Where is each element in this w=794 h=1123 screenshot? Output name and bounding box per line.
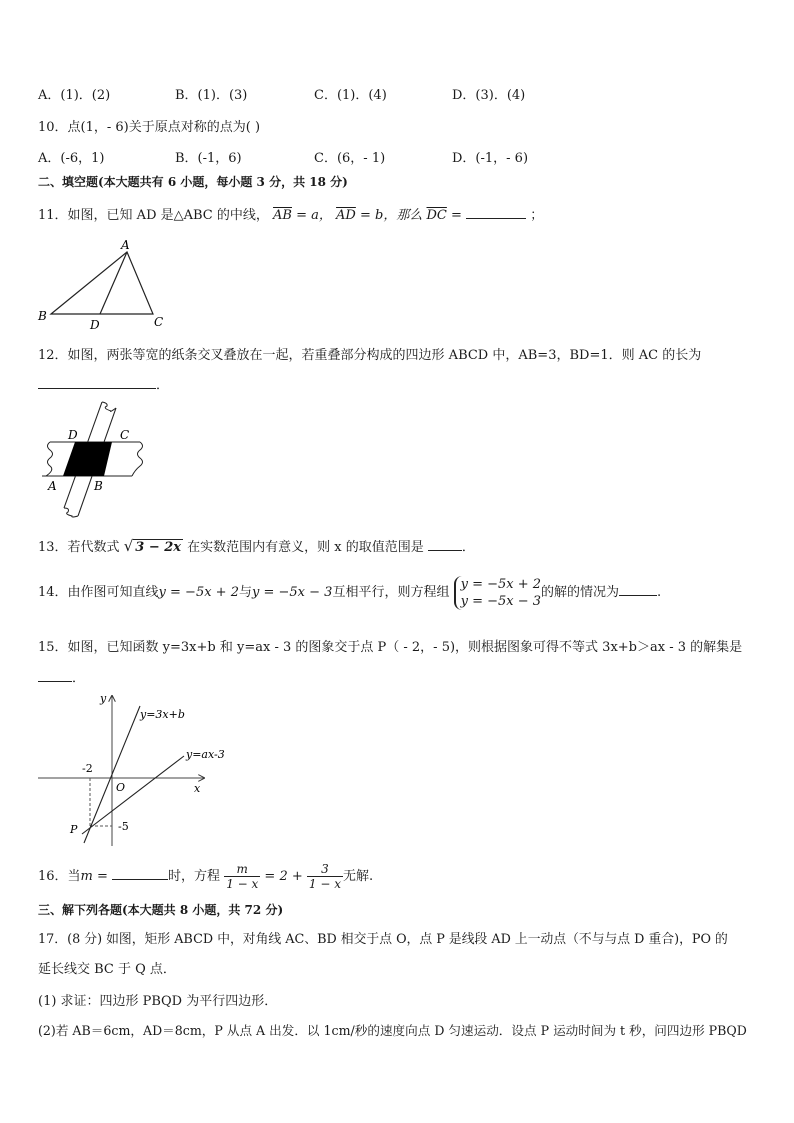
q9-option-a: A．(1)．(2)	[38, 88, 111, 103]
q13-radicand: 3 − 2x	[135, 540, 182, 555]
q11-eq-a: = a，	[296, 208, 332, 223]
q16-m: m	[80, 869, 93, 884]
q16-frac2-num: 3	[307, 862, 343, 877]
q16-prefix: 16．当	[38, 869, 81, 884]
q16-suffix: 无解.	[342, 869, 374, 884]
q13-prefix: 13．若代数式	[38, 540, 124, 555]
q16-mid: 时，方程	[168, 869, 221, 884]
q13-suffix: 在实数范围内有意义，则 x 的取值范围是	[183, 540, 424, 555]
q14-mid2: 互相平行，则方程组	[332, 585, 450, 600]
q17-line2: 延长线交 BC 于 Q 点．	[38, 962, 176, 977]
sqrt-icon: √	[123, 537, 134, 555]
q9-option-d: D．(3)．(4)	[452, 88, 526, 103]
q9-option-c: C．(1)．(4)	[314, 88, 387, 103]
q17-part2: (2)若 AB＝6cm，AD＝8cm，P 从点 A 出发．以 1cm/秒的速度向点 D 匀速运动．设点 P 运动时间为 t 秒，问四边形 PBQD	[38, 1023, 747, 1038]
q10-option-a: A．(-6，1)	[38, 151, 105, 166]
q15-answer-blank[interactable]	[38, 669, 72, 682]
q15-x-mark: -2	[82, 762, 93, 775]
q14-line2: y = −5x − 3	[252, 585, 333, 600]
q9-options	[38, 84, 758, 102]
q14-line1: y = −5x + 2	[158, 585, 239, 600]
q14-suffix: 的解的情况为	[541, 585, 620, 600]
q14-system-eq2: y = −5x − 3	[460, 593, 542, 609]
q16-eq: =	[92, 869, 108, 884]
q11-prefix: 11．如图，已知 AD 是△ABC 的中线，	[38, 208, 269, 223]
q12-label-b: B	[94, 479, 103, 493]
q11-eq-end: =	[451, 208, 462, 223]
q11-vector-ad: $\overline{AD}$	[336, 208, 356, 223]
q11-vector-ab: $\overline{AB}$	[273, 208, 292, 223]
section3-heading: 三、解下列各题(本大题共 8 小题，共 72 分)	[38, 903, 284, 917]
q11-label-d: D	[90, 318, 100, 332]
q16-frac1-num: m	[224, 862, 260, 877]
q10-stem: 10．点(1，- 6)关于原点对称的点为( )	[38, 120, 261, 135]
q11-eq-b: = b，那么	[360, 208, 423, 223]
q13-stem	[38, 536, 475, 555]
q15-x-label: x	[194, 782, 201, 795]
q14-equation-system	[454, 576, 541, 610]
q14-system-eq1: y = −5x + 2	[460, 576, 542, 592]
q10-option-b: B．(-1，6)	[175, 151, 242, 166]
q16-frac2-den: 1 − x	[308, 877, 341, 891]
q15-line2-end: ．	[72, 671, 86, 686]
q16-eq2: = 2 +	[260, 869, 303, 884]
q16-fraction-1	[224, 862, 260, 891]
q12-line2	[38, 374, 169, 393]
q16-frac1-den: 1 − x	[226, 877, 259, 891]
q11-label-b: B	[38, 309, 47, 323]
q15-line1-label: y=3x+b	[140, 708, 185, 721]
q15-line2-label: y=ax-3	[186, 748, 225, 761]
q15-line-ax-minus-3	[82, 756, 184, 834]
q12-line2-end: ．	[156, 378, 170, 393]
q12-label-d: D	[68, 428, 78, 442]
q11-vector-dc: $\overline{DC}$	[426, 208, 447, 223]
q17-part1: (1) 求证：四边形 PBQD 为平行四边形．	[38, 994, 278, 1009]
q15-line1: 15．如图，已知函数 y=3x+b 和 y=ax - 3 的图象交于点 P（ - 2，- 5)，则根据图象可得不等式 3x+b＞ax - 3 的解集是	[38, 640, 743, 655]
q11-triangle-figure	[34, 236, 174, 332]
q11-answer-blank[interactable]	[466, 206, 526, 219]
q15-line2	[38, 667, 85, 686]
q10-options	[38, 147, 758, 165]
q11-label-c: C	[154, 315, 164, 329]
q15-graph	[34, 688, 244, 848]
q12-label-c: C	[120, 428, 130, 442]
q13-answer-blank[interactable]	[428, 538, 462, 551]
q12-line1: 12．如图，两张等宽的纸条交叉叠放在一起，若重叠部分构成的四边形 ABCD 中，AB=3，BD=1．则 AC 的长为	[38, 348, 702, 363]
q12-strips-figure	[36, 398, 148, 522]
q15-y-mark: -5	[118, 820, 129, 833]
q16-answer-blank[interactable]	[112, 867, 168, 880]
q12-label-a: A	[48, 479, 57, 493]
q11-stem	[38, 204, 543, 223]
q11-tail: ；	[530, 208, 544, 223]
section2-heading: 二、填空题(本大题共有 6 小题，每小题 3 分，共 18 分)	[38, 175, 348, 189]
q14-end: .	[657, 585, 662, 600]
q16-stem	[38, 858, 373, 896]
q17-line1: 17．(8 分) 如图，矩形 ABCD 中，对角线 AC、BD 相交于点 O，点 P 是线段 AD 上一动点（不与与点 D 重合)，PO 的	[38, 932, 728, 947]
q11-label-a: A	[121, 238, 130, 252]
q16-fraction-2	[307, 862, 343, 891]
q9-option-b: B．(1)．(3)	[175, 88, 248, 103]
q13-end: ．	[461, 540, 475, 555]
q15-origin-label: O	[116, 781, 126, 794]
q15-point-label: P	[70, 823, 78, 836]
q12-answer-blank[interactable]	[38, 376, 156, 389]
q14-mid1: 与	[238, 585, 252, 600]
q14-answer-blank[interactable]	[619, 583, 657, 596]
q14-prefix: 14．由作图可知直线	[38, 585, 159, 600]
q15-y-label: y	[100, 692, 107, 705]
q10-option-c: C．(6，- 1)	[314, 151, 386, 166]
q14-stem	[38, 572, 661, 614]
q10-option-d: D．(-1，- 6)	[452, 151, 529, 166]
